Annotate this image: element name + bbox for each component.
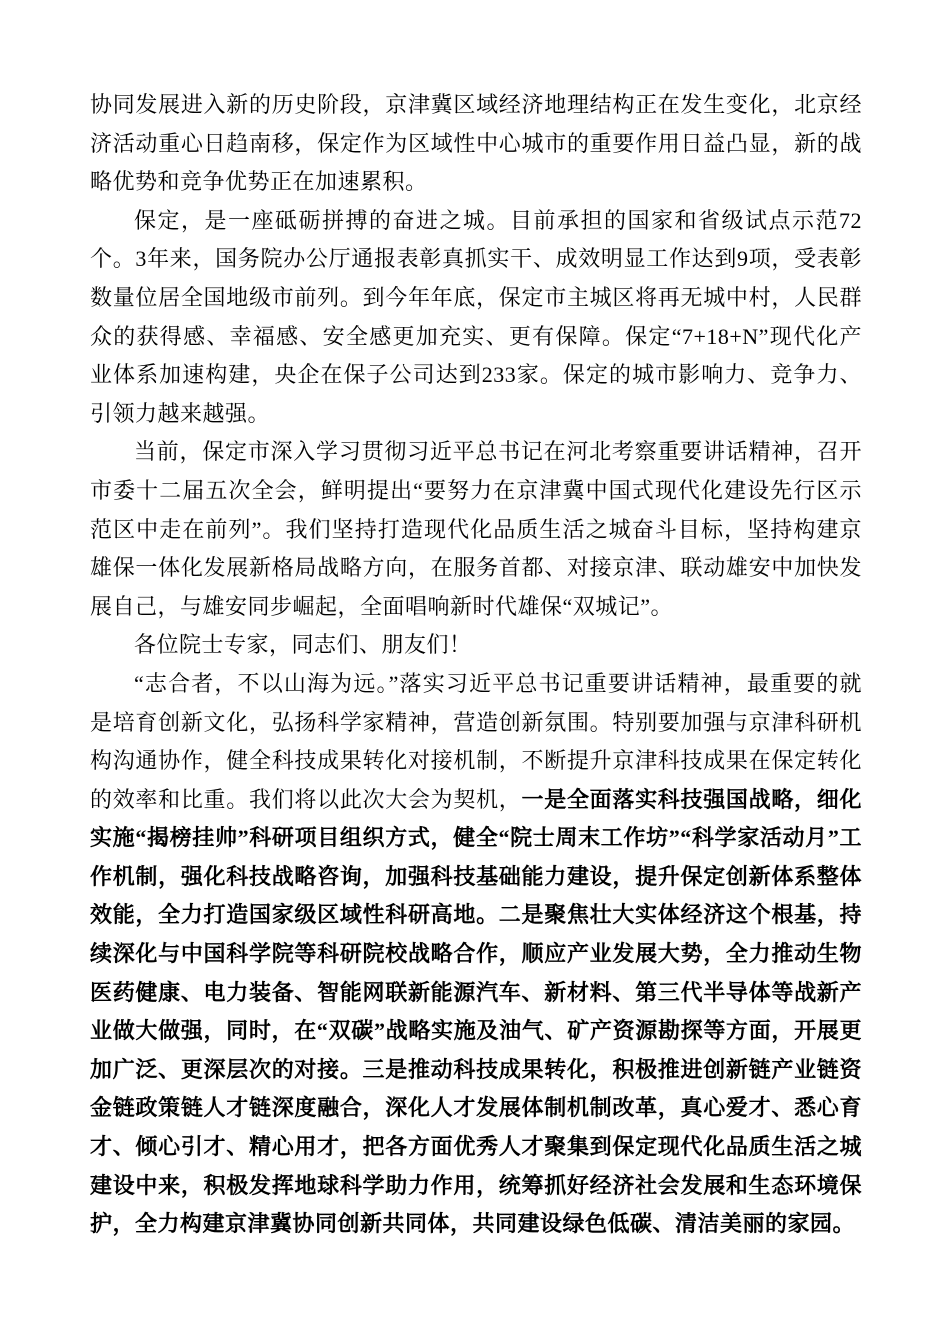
paragraph bbox=[90, 433, 862, 626]
text-run: 各位院士专家，同志们、朋友们！ bbox=[134, 632, 472, 658]
paragraph bbox=[90, 626, 862, 665]
document-body bbox=[90, 86, 862, 1244]
paragraph bbox=[90, 665, 862, 1244]
text-run: 协同发展进入新的历史阶段，京津冀区域经济地理结构正在发生变化，北京经济活动重心日趋南移，保定作为区域性中心城市的重要作用日益凸显，新的战略优势和竞争优势正在加速累积。 bbox=[90, 92, 862, 195]
emphasis-text-run: 一是全面落实科技强国战略，细化实施“揭榜挂帅”科研项目组织方式，健全“院士周末工作坊”“科学家活动月”工作机制，强化科技战略咨询，加强科技基础能力建设，提升保定创新体系整体效能，全力打造国家级区域性科研高地。二是聚焦壮大实体经济这个根基，持续深化与中国科学院等科研院校战略合作，顺应产业发展大势，全力推动生物医药健康、电力装备、智能网联新能源汽车、新材料、第三代半导体等战新产业做大做强，同时，在“双碳”战略实施及油气、矿产资源勘探等方面，开展更加广泛、更深层次的对接。三是推动科技成果转化，积极推进创新链产业链资金链政策链人才链深度融合，深化人才发展体制机制改革，真心爱才、悉心育才、倾心引才、精心用才，把各方面优秀人才聚集到保定现代化品质生活之城建设中来，积极发挥地球科学助力作用，统筹抓好经济社会发展和生态环境保护，全力构建京津冀协同创新共同体，共同建设绿色低碳、清洁美丽的家园。 bbox=[90, 786, 862, 1237]
text-run: 保定，是一座砥砺拼搏的奋进之城。目前承担的国家和省级试点示范72个。3年来，国务院办公厅通报表彰真抓实干、成效明显工作达到9项，受表彰数量位居全国地级市前列。到今年年底，保定市主城区将再无城中村，人民群众的获得感、幸福感、安全感更加充实、更有保障。保定“7+18+N”现代化产业体系加速构建，央企在保子公司达到233家。保定的城市影响力、竞争力、引领力越来越强。 bbox=[90, 207, 862, 426]
paragraph bbox=[90, 86, 862, 202]
text-run: 当前，保定市深入学习贯彻习近平总书记在河北考察重要讲话精神，召开市委十二届五次全会，鲜明提出“要努力在京津冀中国式现代化建设先行区示范区中走在前列”。我们坚持打造现代化品质生活之城奋斗目标，坚持构建京雄保一体化发展新格局战略方向，在服务首都、对接京津、联动雄安中加快发展自己，与雄安同步崛起，全面唱响新时代雄保“双城记”。 bbox=[90, 439, 862, 619]
paragraph bbox=[90, 202, 862, 434]
text-run: “志合者，不以山海为远。”落实习近平总书记重要讲话精神，最重要的就是培育创新文化，弘扬科学家精神，营造创新氛围。特别要加强与京津科研机构沟通协作，健全科技成果转化对接机制，不断提升京津科技成果在保定转化的效率和比重。我们将以此次大会为契机， bbox=[90, 670, 862, 812]
